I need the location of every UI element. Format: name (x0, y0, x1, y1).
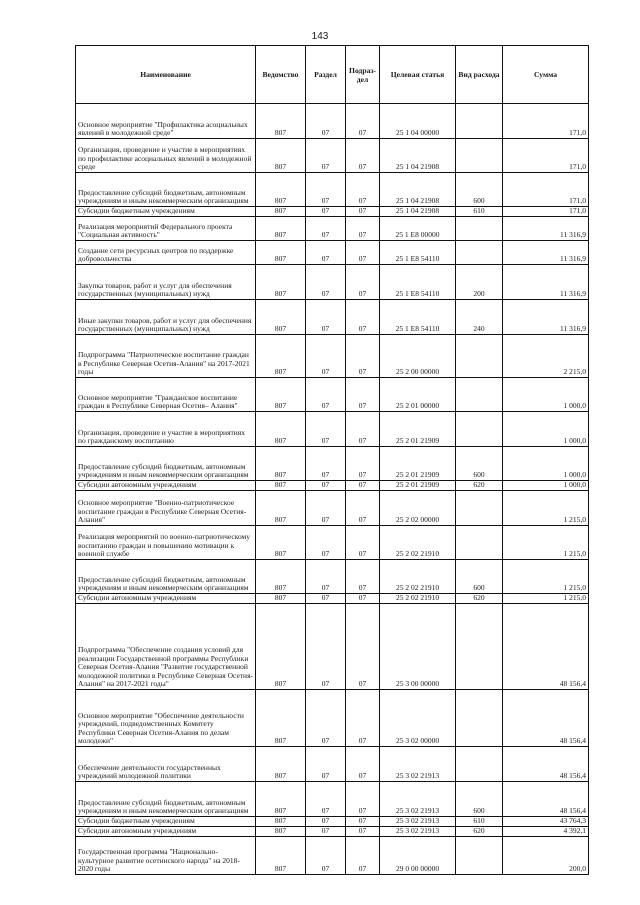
row-name-cell: Обеспечение деятельности государственных учреждений молодежной политики (76, 747, 256, 782)
row-expense-type-cell (456, 335, 503, 378)
row-amount-cell: 171,0 (503, 104, 589, 139)
row-section-cell: 07 (306, 265, 346, 300)
row-name-cell: Основное мероприятие "Профилактика асоциальных явлений в молодежной среде" (76, 104, 256, 139)
row-subsection-cell: 07 (346, 207, 380, 217)
row-name-cell: Иные закупки товаров, работ и услуг для обеспечения государственных (муниципальных) нужд (76, 300, 256, 335)
row-amount-cell: 48 156,4 (503, 690, 589, 747)
row-article-cell: 29 0 00 00000 (380, 837, 456, 875)
table-row (76, 604, 589, 690)
table-row (76, 300, 589, 335)
row-amount-cell: 11 316,9 (503, 217, 589, 241)
row-amount-cell: 48 156,4 (503, 747, 589, 782)
row-expense-type-cell (456, 747, 503, 782)
row-subsection-cell: 07 (346, 300, 380, 335)
row-article-cell: 25 1 04 21908 (380, 207, 456, 217)
row-article-cell: 25 2 01 00000 (380, 378, 456, 412)
table-row (76, 491, 589, 526)
row-department-cell: 807 (256, 173, 306, 207)
row-section-cell: 07 (306, 526, 346, 560)
row-department-cell: 807 (256, 604, 306, 690)
table-row (76, 594, 589, 604)
row-expense-type-cell (456, 491, 503, 526)
row-section-cell: 07 (306, 604, 346, 690)
row-expense-type-cell: 620 (456, 594, 503, 604)
row-section-cell: 07 (306, 782, 346, 817)
row-expense-type-cell: 610 (456, 817, 503, 827)
row-department-cell: 807 (256, 560, 306, 594)
row-amount-cell: 2 215,0 (503, 335, 589, 378)
row-article-cell: 25 1 E8 54110 (380, 300, 456, 335)
row-department-cell: 807 (256, 690, 306, 747)
row-department-cell: 807 (256, 827, 306, 837)
table-row (76, 690, 589, 747)
row-expense-type-cell (456, 139, 503, 173)
row-expense-type-cell (456, 412, 503, 447)
row-amount-cell: 171,0 (503, 139, 589, 173)
row-article-cell: 25 3 02 21913 (380, 782, 456, 817)
row-article-cell: 25 1 04 00000 (380, 104, 456, 139)
row-expense-type-cell (456, 690, 503, 747)
table-row (76, 104, 589, 139)
row-article-cell: 25 2 00 00000 (380, 335, 456, 378)
row-name-cell: Основное мероприятие "Обеспечение деятельности учреждений, подведомственных Комитету Республики Северная Осетия-Алания по делам молодежи" (76, 690, 256, 747)
row-subsection-cell: 07 (346, 690, 380, 747)
table-row (76, 817, 589, 827)
row-amount-cell: 48 156,4 (503, 782, 589, 817)
row-article-cell: 25 1 04 21908 (380, 139, 456, 173)
row-subsection-cell: 07 (346, 335, 380, 378)
table-row (76, 827, 589, 837)
table-row (76, 217, 589, 241)
row-section-cell: 07 (306, 241, 346, 265)
row-department-cell: 807 (256, 207, 306, 217)
row-expense-type-cell (456, 241, 503, 265)
row-name-cell: Закупка товаров, работ и услуг для обеспечения государственных (муниципальных) нужд (76, 265, 256, 300)
row-name-cell: Организация, проведение и участие в мероприятиях по гражданскому воспитанию (76, 412, 256, 447)
row-article-cell: 25 1 04 21908 (380, 173, 456, 207)
row-section-cell: 07 (306, 173, 346, 207)
row-name-cell: Субсидии бюджетным учреждениям (76, 207, 256, 217)
row-article-cell: 25 1 E8 00000 (380, 217, 456, 241)
row-section-cell: 07 (306, 560, 346, 594)
page-number: 143 (311, 31, 329, 42)
row-name-cell: Основное мероприятие "Гражданское воспитание граждан в Республике Северная Осетия– Алания" (76, 378, 256, 412)
table-row (76, 335, 589, 378)
row-section-cell: 07 (306, 447, 346, 481)
header-department: Ведомство (256, 46, 306, 104)
row-article-cell: 25 2 01 21909 (380, 481, 456, 491)
row-amount-cell: 11 316,9 (503, 241, 589, 265)
row-department-cell: 807 (256, 335, 306, 378)
row-subsection-cell: 07 (346, 265, 380, 300)
row-article-cell: 25 3 00 00000 (380, 604, 456, 690)
row-name-cell: Основное мероприятие "Военно-патриотическое воспитание граждан в Республике Северная Осетия- Алания" (76, 491, 256, 526)
header-expense-type: Вид расхода (456, 46, 503, 104)
row-section-cell: 07 (306, 481, 346, 491)
table-row (76, 139, 589, 173)
table-row (76, 412, 589, 447)
table-row (76, 560, 589, 594)
row-department-cell: 807 (256, 378, 306, 412)
row-subsection-cell: 07 (346, 447, 380, 481)
row-name-cell: Предоставление субсидий бюджетным, автономным учреждениям и иным некоммерческим организациям (76, 560, 256, 594)
row-section-cell: 07 (306, 837, 346, 875)
header-subsection: Подраз-дел (346, 46, 380, 104)
row-subsection-cell: 07 (346, 173, 380, 207)
row-subsection-cell: 07 (346, 241, 380, 265)
row-subsection-cell: 07 (346, 594, 380, 604)
row-name-cell: Предоставление субсидий бюджетным, автономным учреждениям и иным некоммерческим организациям (76, 447, 256, 481)
row-name-cell: Организация, проведение и участие в мероприятиях по профилактике асоциальных явлений в молодежной среде (76, 139, 256, 173)
row-department-cell: 807 (256, 241, 306, 265)
row-amount-cell: 1 215,0 (503, 594, 589, 604)
row-subsection-cell: 07 (346, 378, 380, 412)
row-article-cell: 25 3 02 21913 (380, 747, 456, 782)
row-amount-cell: 43 764,3 (503, 817, 589, 827)
row-amount-cell: 1 000,0 (503, 412, 589, 447)
row-name-cell: Субсидии бюджетным учреждениям (76, 817, 256, 827)
row-name-cell: Субсидии автономным учреждениям (76, 481, 256, 491)
row-expense-type-cell (456, 526, 503, 560)
row-section-cell: 07 (306, 817, 346, 827)
table-row (76, 526, 589, 560)
table-row (76, 173, 589, 207)
table-header-row (76, 46, 589, 104)
row-department-cell: 807 (256, 217, 306, 241)
row-name-cell: Предоставление субсидий бюджетным, автономным учреждениям и иным некоммерческим организациям (76, 782, 256, 817)
row-expense-type-cell: 600 (456, 782, 503, 817)
row-expense-type-cell (456, 604, 503, 690)
row-expense-type-cell: 600 (456, 560, 503, 594)
row-article-cell: 25 1 E8 54110 (380, 241, 456, 265)
row-expense-type-cell: 620 (456, 827, 503, 837)
row-department-cell: 807 (256, 491, 306, 526)
row-amount-cell: 171,0 (503, 173, 589, 207)
row-department-cell: 807 (256, 104, 306, 139)
row-article-cell: 25 2 02 21910 (380, 594, 456, 604)
table-row (76, 837, 589, 875)
row-subsection-cell: 07 (346, 817, 380, 827)
row-expense-type-cell: 620 (456, 481, 503, 491)
row-subsection-cell: 07 (346, 217, 380, 241)
table-row (76, 241, 589, 265)
row-subsection-cell: 07 (346, 837, 380, 875)
row-article-cell: 25 2 02 21910 (380, 526, 456, 560)
row-section-cell: 07 (306, 594, 346, 604)
row-subsection-cell: 07 (346, 139, 380, 173)
row-expense-type-cell (456, 104, 503, 139)
row-department-cell: 807 (256, 412, 306, 447)
row-article-cell: 25 2 01 21909 (380, 447, 456, 481)
row-section-cell: 07 (306, 104, 346, 139)
row-amount-cell: 11 316,9 (503, 265, 589, 300)
row-name-cell: Реализация мероприятий по военно-патриотическому воспитанию граждан и повышению мотивации к военной службе (76, 526, 256, 560)
row-department-cell: 807 (256, 594, 306, 604)
row-name-cell: Предоставление субсидий бюджетным, автономным учреждениям и иным некоммерческим организациям (76, 173, 256, 207)
row-amount-cell: 1 000,0 (503, 481, 589, 491)
row-amount-cell: 1 215,0 (503, 491, 589, 526)
budget-table (75, 45, 589, 875)
row-subsection-cell: 07 (346, 412, 380, 447)
table-row (76, 265, 589, 300)
row-department-cell: 807 (256, 139, 306, 173)
header-section: Раздел (306, 46, 346, 104)
header-amount: Сумма (503, 46, 589, 104)
row-section-cell: 07 (306, 335, 346, 378)
row-department-cell: 807 (256, 526, 306, 560)
row-expense-type-cell (456, 378, 503, 412)
header-article: Целевая статья (380, 46, 456, 104)
row-expense-type-cell: 200 (456, 265, 503, 300)
header-name: Наименование (76, 46, 256, 104)
row-department-cell: 807 (256, 447, 306, 481)
row-section-cell: 07 (306, 747, 346, 782)
row-section-cell: 07 (306, 207, 346, 217)
row-section-cell: 07 (306, 690, 346, 747)
row-section-cell: 07 (306, 139, 346, 173)
row-article-cell: 25 2 02 00000 (380, 491, 456, 526)
row-article-cell: 25 3 02 00000 (380, 690, 456, 747)
row-name-cell: Субсидии автономным учреждениям (76, 827, 256, 837)
row-name-cell: Государственная программа "Национально-культурное развитие осетинского народа" на 2018-2020 годы (76, 837, 256, 875)
row-name-cell: Реализация мероприятий Федерального проекта "Социальная активность" (76, 217, 256, 241)
table-body (76, 104, 589, 875)
row-section-cell: 07 (306, 378, 346, 412)
row-subsection-cell: 07 (346, 827, 380, 837)
row-section-cell: 07 (306, 217, 346, 241)
row-expense-type-cell: 610 (456, 207, 503, 217)
row-amount-cell: 11 316,9 (503, 300, 589, 335)
row-article-cell: 25 1 E8 54110 (380, 265, 456, 300)
row-department-cell: 807 (256, 817, 306, 827)
table-row (76, 782, 589, 817)
row-expense-type-cell (456, 837, 503, 875)
row-subsection-cell: 07 (346, 481, 380, 491)
row-amount-cell: 4 392,1 (503, 827, 589, 837)
row-name-cell: Создание сети ресурсных центров по поддержке добровольчества (76, 241, 256, 265)
row-subsection-cell: 07 (346, 747, 380, 782)
row-section-cell: 07 (306, 491, 346, 526)
row-article-cell: 25 2 02 21910 (380, 560, 456, 594)
row-section-cell: 07 (306, 412, 346, 447)
row-expense-type-cell: 240 (456, 300, 503, 335)
row-subsection-cell: 07 (346, 104, 380, 139)
row-section-cell: 07 (306, 300, 346, 335)
row-name-cell: Подпрограмма "Обеспечение создания условий для реализации Государственной программы Республики Северная Осетия-Алания "Развитие государственной молодежной политики в Республике Северная Осетия-Алания" на 2017-2021 годы" (76, 604, 256, 690)
row-department-cell: 807 (256, 300, 306, 335)
row-expense-type-cell (456, 217, 503, 241)
row-article-cell: 25 2 01 21909 (380, 412, 456, 447)
row-department-cell: 807 (256, 747, 306, 782)
table-row (76, 447, 589, 481)
row-subsection-cell: 07 (346, 604, 380, 690)
table-row (76, 378, 589, 412)
row-amount-cell: 1 000,0 (503, 447, 589, 481)
row-name-cell: Подпрограмма "Патриотическое воспитание граждан в Республике Северная Осетия-Алания" на 2017-2021 годы (76, 335, 256, 378)
row-article-cell: 25 3 02 21913 (380, 827, 456, 837)
row-department-cell: 807 (256, 265, 306, 300)
row-section-cell: 07 (306, 827, 346, 837)
row-amount-cell: 200,0 (503, 837, 589, 875)
row-subsection-cell: 07 (346, 560, 380, 594)
table-row (76, 747, 589, 782)
row-subsection-cell: 07 (346, 782, 380, 817)
row-amount-cell: 171,0 (503, 207, 589, 217)
row-article-cell: 25 3 02 21913 (380, 817, 456, 827)
table-row (76, 481, 589, 491)
row-name-cell: Субсидии автономным учреждениям (76, 594, 256, 604)
row-amount-cell: 48 156,4 (503, 604, 589, 690)
row-expense-type-cell: 600 (456, 173, 503, 207)
row-department-cell: 807 (256, 481, 306, 491)
row-department-cell: 807 (256, 782, 306, 817)
row-subsection-cell: 07 (346, 526, 380, 560)
row-amount-cell: 1 215,0 (503, 526, 589, 560)
row-amount-cell: 1 215,0 (503, 560, 589, 594)
row-amount-cell: 1 000,0 (503, 378, 589, 412)
row-expense-type-cell: 600 (456, 447, 503, 481)
row-department-cell: 807 (256, 837, 306, 875)
row-subsection-cell: 07 (346, 491, 380, 526)
table-row (76, 207, 589, 217)
